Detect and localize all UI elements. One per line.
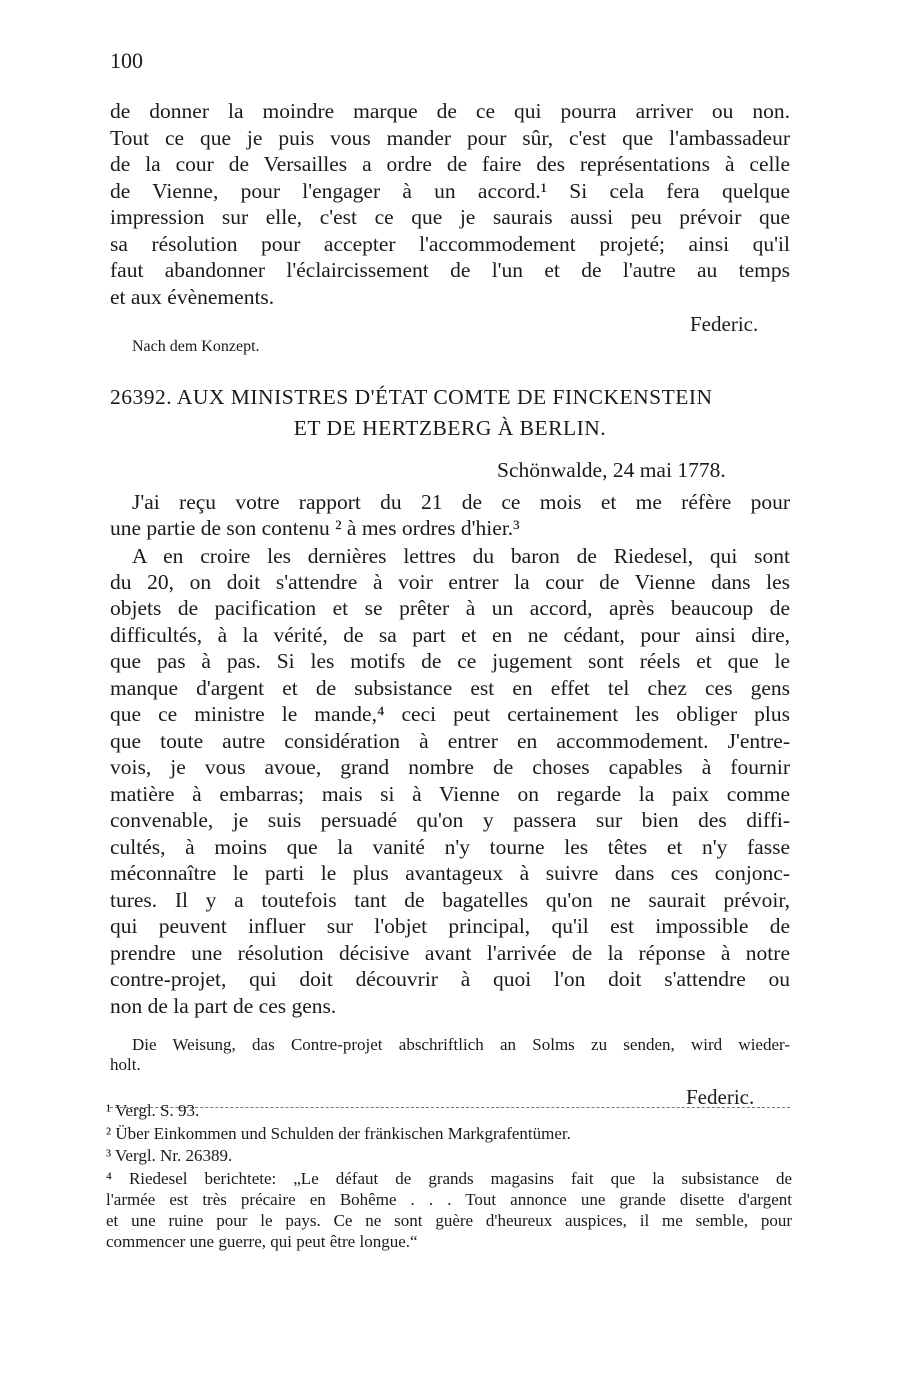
- footnote: ¹ Vergl. S. 93.: [106, 1101, 200, 1120]
- text-line: Tout ce que je puis vous mander pour sûr, c'est que l'ambassadeur: [110, 126, 790, 150]
- footnote: ³ Vergl. Nr. 26389.: [106, 1146, 233, 1165]
- text-line: A en croire les dernières lettres du baron de Riedesel, qui sont: [132, 544, 790, 568]
- text-line: de la cour de Versailles a ordre de faire des représentations à celle: [110, 152, 790, 176]
- text-line: J'ai reçu votre rapport du 21 de ce mois et me réfère pour: [132, 490, 790, 514]
- text-line: prendre une résolution décisive avant l'arrivée de la réponse à notre: [110, 941, 790, 965]
- text-line: que pas à pas. Si les motifs de ce jugement sont réels et que le: [110, 649, 790, 673]
- text-line: tures. Il y a toutefois tant de bagatelles qu'on ne saurait prévoir,: [110, 888, 790, 912]
- text-line: que ce ministre le mande,⁴ ceci peut certainement les obliger plus: [110, 702, 790, 726]
- text-line: matière à embarras; mais si à Vienne on regarde la paix comme: [110, 782, 790, 806]
- text-line: qui peuvent influer sur l'objet principal, qu'il est impossible de: [110, 914, 790, 938]
- footnote: l'armée est très précaire en Bohême . . . Tout annonce une grande disette d'argent: [106, 1190, 792, 1209]
- footnote: ⁴ Riedesel berichtete: „Le défaut de grands magasins fait que la subsistance de: [106, 1169, 792, 1188]
- signature: Federic.: [686, 1085, 755, 1109]
- text-line: que toute autre considération à entrer en accommodement. J'entre-: [110, 729, 790, 753]
- text-line: vois, je vous avoue, grand nombre de choses capables à fournir: [110, 755, 790, 779]
- text-line: sa résolution pour accepter l'accommodement projeté; ainsi qu'il: [110, 232, 790, 256]
- editorial-note: Die Weisung, das Contre-projet abschriftlich an Solms zu senden, wird wieder-: [132, 1035, 790, 1054]
- editorial-note: holt.: [110, 1055, 141, 1074]
- footnote: ² Über Einkommen und Schulden der fränkischen Markgrafentümer.: [106, 1124, 571, 1143]
- footnote: commencer une guerre, qui peut être longue.“: [106, 1232, 418, 1251]
- letter-heading: 26392. AUX MINISTRES D'ÉTAT COMTE DE FINCKENSTEIN: [110, 385, 713, 409]
- source-note: Nach dem Konzept.: [132, 338, 260, 355]
- page-number: 100: [110, 48, 143, 73]
- text-line: cultés, à moins que la vanité n'y tourne les têtes et n'y fasse: [110, 835, 790, 859]
- text-line: objets de pacification et se prêter à un accord, après beaucoup de: [110, 596, 790, 620]
- text-line: et aux évènements.: [110, 285, 275, 309]
- text-line: une partie de son contenu ² à mes ordres d'hier.³: [110, 516, 520, 540]
- text-line: de Vienne, pour l'engager à un accord.¹ Si cela fera quelque: [110, 179, 790, 203]
- text-line: du 20, on doit s'attendre à voir entrer la cour de Vienne dans les: [110, 570, 790, 594]
- text-line: de donner la moindre marque de ce qui pourra arriver ou non.: [110, 99, 790, 123]
- text-line: contre-projet, qui doit découvrir à quoi l'on doit s'attendre ou: [110, 967, 790, 991]
- text-line: impression sur elle, c'est ce que je saurais aussi peu prévoir que: [110, 205, 790, 229]
- text-line: manque d'argent et de subsistance est en effet tel chez ces gens: [110, 676, 790, 700]
- text-line: faut abandonner l'éclaircissement de l'un et de l'autre au temps: [110, 258, 790, 282]
- footnote: et une ruine pour le pays. Ce ne sont guère d'heureux auspices, il me semble, pour: [106, 1211, 792, 1230]
- place-date: Schönwalde, 24 mai 1778.: [497, 458, 726, 482]
- text-line: non de la part de ces gens.: [110, 994, 337, 1018]
- letter-heading-continued: ET DE HERTZBERG À BERLIN.: [293, 416, 607, 440]
- signature: Federic.: [690, 312, 759, 336]
- text-line: difficultés, à la vérité, de sa part et en ne cédant, pour ainsi dire,: [110, 623, 790, 647]
- text-line: méconnaître le parti le plus avantageux à suivre dans ces conjonc-: [110, 861, 790, 885]
- text-line: convenable, je suis persuadé qu'on y passera sur bien des diffi-: [110, 808, 790, 832]
